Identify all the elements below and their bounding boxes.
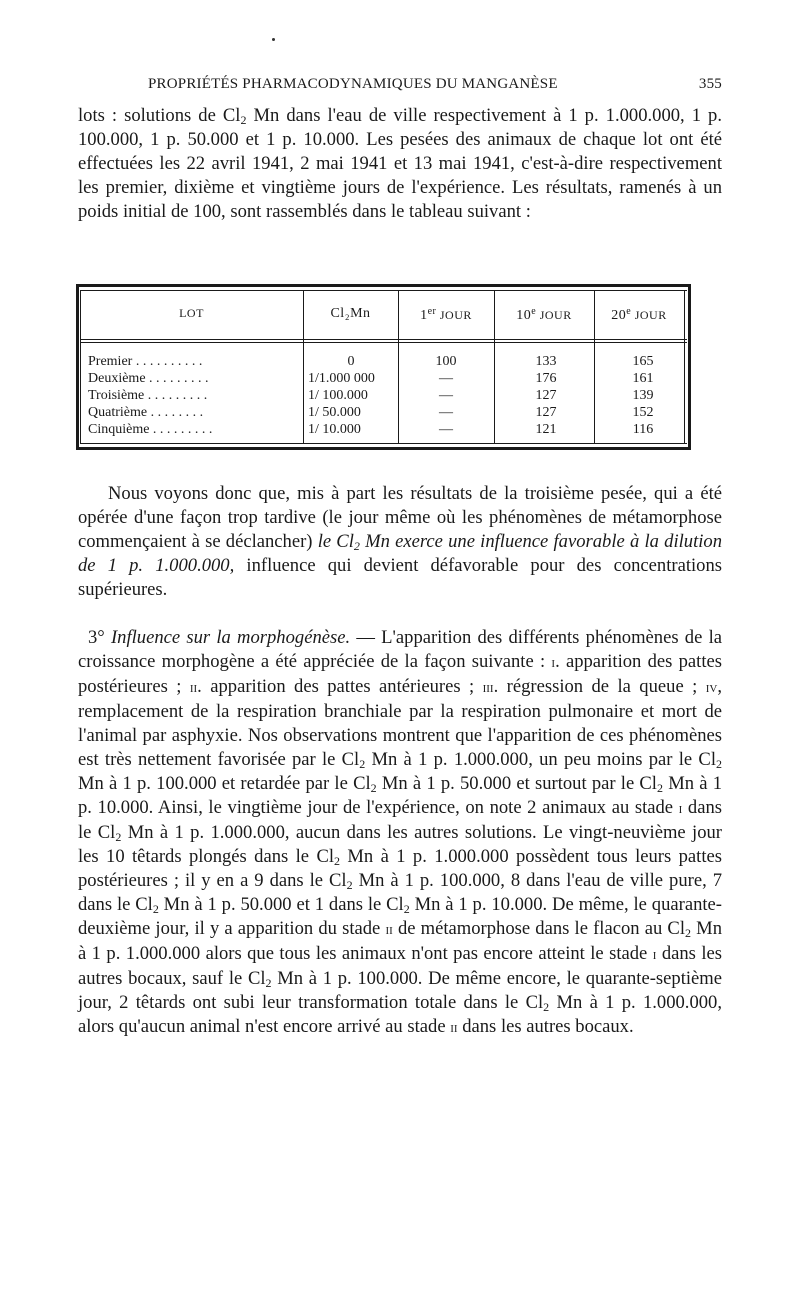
column-header-compound: Cl₂Mn	[330, 306, 371, 321]
table-row: Deuxième . . . . . . . . . 1/1.000 000 — 176 161	[88, 371, 654, 386]
table-row: Quatrième . . . . . . . . 1/ 50.000 — 127 152	[88, 405, 654, 420]
running-head-title: PROPRIÉTÉS PHARMACODYNAMIQUES DU MANGANÈSE	[148, 76, 558, 92]
paragraph-3: 3° Influence sur la morphogénèse. — L'apparition des différents phénomènes de la croissance morphogène a été appréciée de la façon suivante : i. apparition des pattes postérieures ; ii. apparition des pattes antérieures ; iii. régression de la queue ; iv, remplacement de la respiration branchiale par la respiration pulmonaire et mort de l'animal par asphyxie. Nos observations montrent que l'apparition de ces phénomènes est très nettement favorisée par le $Cl_2$ Mn à 1 p. 1.000.000, un peu moins par le $Cl_2$ Mn à 1 p. 100.000 et retardée par le $Cl_2$ Mn à 1 p. 50.000 et surtout par le $Cl_2$ Mn à 1 p. 10.000. Ainsi, le vingtième jour de l'expérience, on note 2 animaux au stade i dans le $Cl_2$ Mn à 1 p. 1.000.000, aucun dans les autres solutions. Le vingt-neuvième jour les 10 têtards plongés dans le $Cl_2$ Mn à 1 p. 1.000.000 possèdent tous leurs pattes postérieures ; il y en a 9 dans le $Cl_2$ Mn à 1 p. 100.000, 8 dans l'eau de ville pure, 7 dans le $Cl_2$ Mn à 1 p. 50.000 et 1 dans le $Cl_2$ Mn à 1 p. 10.000. De même, le quarante-deuxième jour, il y a apparition du stade ii de métamorphose dans le flacon au $Cl_2$ Mn à 1 p. 1.000.000 alors que tous les animaux n'ont pas encore atteint le stade i dans les autres bocaux, sauf le $Cl_2$ Mn à 1 p. 100.000. De même encore, le quarante-septième jour, 2 têtards ont subi leur transformation totale dans le $Cl_2$ Mn à 1 p. 1.000.000, alors qu'aucun animal n'est encore arrivé au stade ii dans les autres bocaux.	[78, 627, 723, 1037]
table-rule	[76, 447, 691, 450]
table-rule	[80, 290, 687, 291]
table-rule	[76, 284, 691, 287]
header-rule	[80, 339, 687, 340]
table-row: Cinquième . . . . . . . . . 1/ 10.000 — 121 116	[88, 422, 654, 437]
column-header-day1: 1er JOUR	[420, 306, 472, 323]
paragraph-2: Nous voyons donc que, mis à part les résultats de la troisième pesée, qui a été opérée d'une façon trop tardive (le jour même où les phénomènes de métamorphose commençaient à se déclancher) le $Cl_2$ Mn exerce une influence favorable à la dilution de 1 p. 1.000.000, influence qui devient défavorable pour des concentrations supérieures.	[78, 483, 723, 600]
column-header-day10: 10e JOUR	[516, 306, 572, 323]
running-head	[78, 76, 722, 98]
column-header-lot: LOT	[179, 306, 204, 320]
section-heading: Influence sur la morphogénèse.	[110, 627, 351, 648]
paragraph-1	[78, 104, 722, 224]
print-speck	[272, 38, 275, 41]
p1-text-a: lots : solutions de Cl	[78, 105, 241, 126]
subscript: 2	[240, 113, 247, 127]
results-table	[76, 284, 691, 450]
table-row: Premier . . . . . . . . . . 0 100 133 165	[88, 354, 654, 369]
header-rule	[80, 342, 687, 343]
page-number: 355	[698, 76, 722, 92]
column-header-day20: 20e JOUR	[611, 306, 667, 323]
table-rule	[80, 443, 687, 444]
p1-text-b: Mn dans l'eau de ville respectivement à 1 p. 1.000.000, 1 p. 100.000, 1 p. 50.000 et 1 p. 10.000. Les pesées des animaux de chaque lot ont été effectuées les 22 avril 1941, 2 mai 1941 et 13 mai 1941, c'est-à-dire respectivement les premier, dixième et vingtième jours de l'expérience. Les résultats, ramenés à un poids initial de 100, sont rassemblés dans le tableau suivant :	[78, 105, 722, 222]
table-row: Troisième . . . . . . . . . 1/ 100.000 — 127 139	[88, 388, 654, 403]
